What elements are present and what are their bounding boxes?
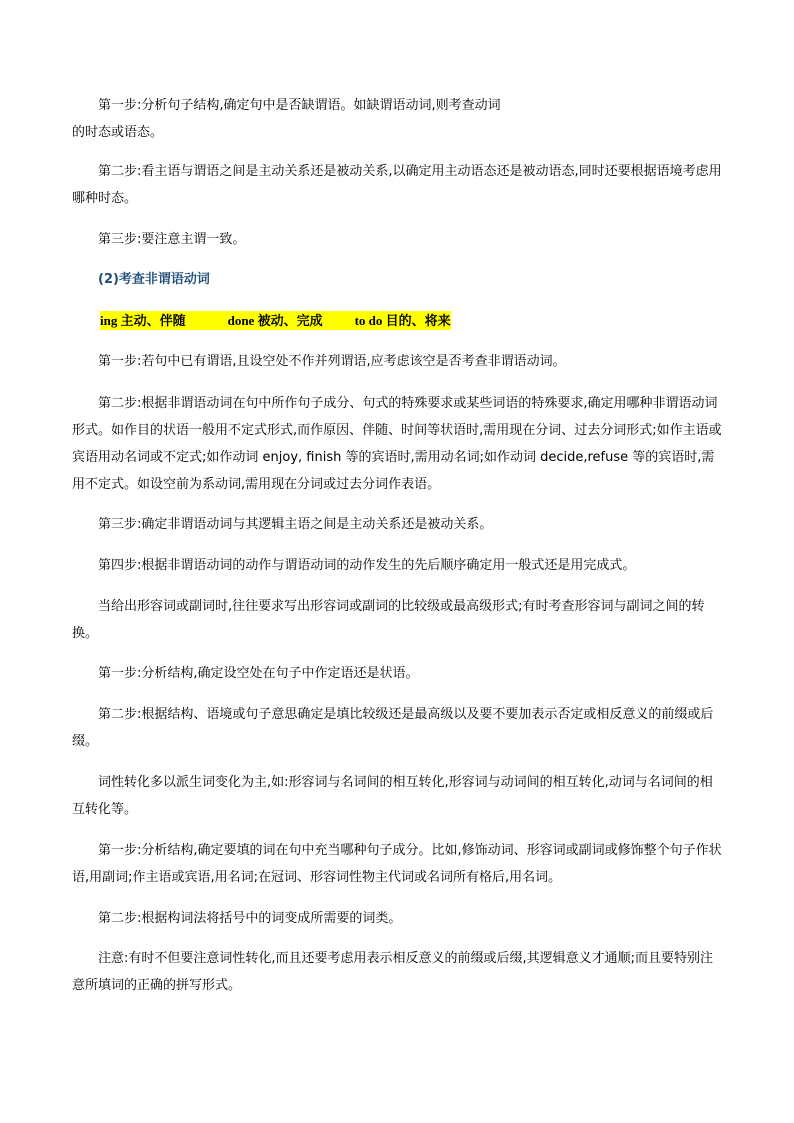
paragraph-adj-adv-step1: 第一步:分析结构,确定设空处在句子中作定语还是状语。 bbox=[98, 666, 419, 681]
paragraph-nonfinite-step4: 第四步:根据非谓语动词的动作与谓语动词的动作发生的先后顺序确定用一般式还是用完成式。 bbox=[98, 558, 636, 573]
paragraph-step1-line2: 的时态或语态。 bbox=[72, 125, 164, 140]
paragraph-note: 注意:有时不但要注意词性转化,而且还要考虑用表示相反意义的前缀或后缀,其逻辑意义才通顺;而且要特别注意所填词的正确的拼写形式。 bbox=[72, 951, 714, 993]
paragraph-conversion-intro: 词性转化多以派生词变化为主,如:形容词与名词间的相互转化,形容词与动词间的相互转化,动词与名词间的相互转化等。 bbox=[72, 775, 713, 817]
highlight-bar bbox=[100, 311, 451, 330]
paragraph-step2: 第二步:看主语与谓语之间是主动关系还是被动关系,以确定用主动语态还是被动语态,同时还要根据语境考虑用哪种时态。 bbox=[72, 164, 722, 206]
paragraph-nonfinite-step2: 第二步:根据非谓语动词在句中所作句子成分、句式的特殊要求或某些词语的特殊要求,确定用哪种非谓语动词形式。如作目的状语一般用不定式形式,而作原因、伴随、时间等状语时,需用现在分词、过去分词形式;如作主语或宾语用动名词或不定式;如作动词 enjoy, finish 等的宾语时,需用动名词;如作动词 decide,refuse 等的宾语时,需用不定式。如设空前为系动词,需用现在分词或过去分词作表语。 bbox=[72, 396, 722, 492]
highlight-to-do: to do 目的、将来 bbox=[354, 313, 451, 328]
paragraph-step3: 第三步:要注意主谓一致。 bbox=[98, 232, 246, 247]
paragraph-nonfinite-step3: 第三步:确定非谓语动词与其逻辑主语之间是主动关系还是被动关系。 bbox=[98, 517, 493, 532]
section-heading: (2)考查非谓语动词 bbox=[98, 272, 210, 287]
paragraph-conversion-step1: 第一步:分析结构,确定要填的词在句中充当哪种句子成分。比如,修饰动词、形容词或副词或修饰整个句子作状语,用副词;作主语或宾语,用名词;在冠词、形容词性物主代词或名词所有格后,用名词。 bbox=[72, 843, 722, 885]
highlight-ing: ing 主动、伴随 bbox=[100, 313, 186, 328]
paragraph-adj-adv-step2: 第二步:根据结构、语境或句子意思确定是填比较级还是最高级以及要不要加表示否定或相反意义的前缀或后缀。 bbox=[72, 707, 714, 749]
paragraph-step1-line1: 第一步:分析句子结构,确定句中是否缺谓语。如缺谓语动词,则考查动词 bbox=[98, 98, 501, 113]
highlight-done: done 被动、完成 bbox=[227, 313, 323, 328]
paragraph-adj-adv-intro: 当给出形容词或副词时,往往要求写出形容词或副词的比较级或最高级形式;有时考查形容词与副词之间的转换。 bbox=[72, 599, 705, 641]
highlight-summary bbox=[100, 307, 451, 335]
paragraph-nonfinite-step1: 第一步:若句中已有谓语,且设空处不作并列谓语,应考虑该空是否考查非谓语动词。 bbox=[98, 354, 566, 369]
paragraph-conversion-step2: 第二步:根据构词法将括号中的词变成所需要的词类。 bbox=[98, 911, 402, 926]
